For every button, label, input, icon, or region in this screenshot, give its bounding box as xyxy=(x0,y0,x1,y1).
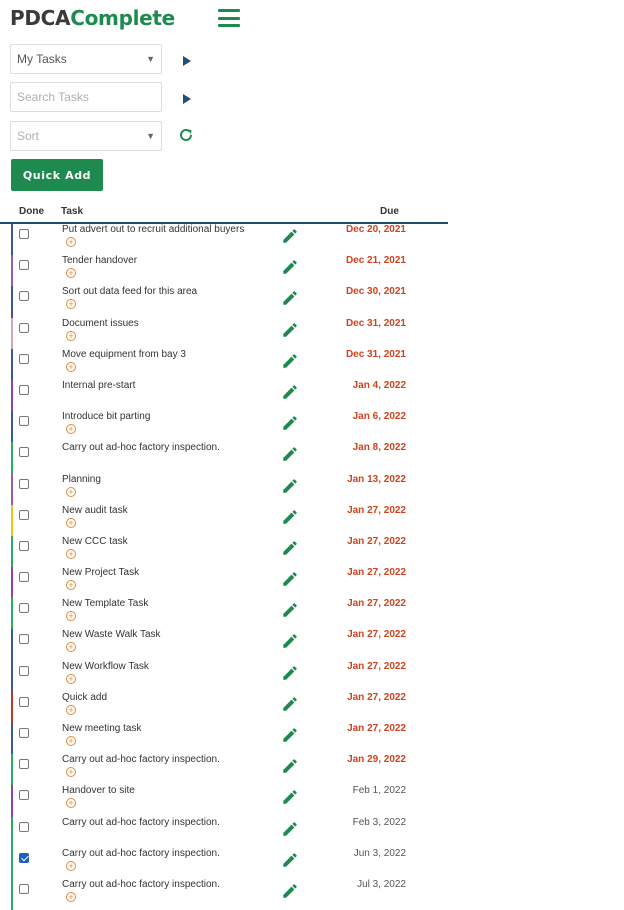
due-date: Jan 27, 2022 xyxy=(347,629,406,641)
done-checkbox[interactable] xyxy=(19,447,29,457)
table-row xyxy=(0,318,448,349)
row-color-bar xyxy=(11,567,13,598)
task-title[interactable]: Document issues xyxy=(62,317,139,329)
task-table-header xyxy=(0,204,448,224)
add-subtask-icon[interactable]: + xyxy=(66,580,76,590)
done-checkbox[interactable] xyxy=(19,510,29,520)
row-color-bar xyxy=(11,474,13,505)
due-date: Jun 3, 2022 xyxy=(353,847,406,859)
row-color-bar xyxy=(11,318,13,349)
add-subtask-icon[interactable]: + xyxy=(66,798,76,808)
done-checkbox[interactable] xyxy=(19,260,29,270)
table-row xyxy=(0,567,448,598)
edit-pencil-icon[interactable] xyxy=(281,726,299,744)
due-date: Jul 3, 2022 xyxy=(357,878,406,890)
due-date: Dec 21, 2021 xyxy=(345,255,406,267)
edit-pencil-icon[interactable] xyxy=(281,227,299,245)
column-header-due[interactable]: Due xyxy=(380,206,399,217)
row-color-bar xyxy=(11,879,13,910)
app-logo[interactable] xyxy=(10,6,175,30)
apply-list-arrow-icon[interactable] xyxy=(183,56,191,66)
table-row xyxy=(0,224,448,255)
add-subtask-icon[interactable]: + xyxy=(66,736,76,746)
task-title[interactable]: Carry out ad-hoc factory inspection. xyxy=(62,847,220,859)
done-checkbox[interactable] xyxy=(19,479,29,489)
row-color-bar xyxy=(11,754,13,785)
edit-pencil-icon[interactable] xyxy=(281,882,299,900)
edit-pencil-icon[interactable] xyxy=(281,445,299,463)
row-color-bar xyxy=(11,629,13,660)
row-color-bar xyxy=(11,442,13,473)
row-color-bar xyxy=(11,411,13,442)
done-checkbox[interactable] xyxy=(19,790,29,800)
due-date: Jan 27, 2022 xyxy=(347,504,406,516)
table-row xyxy=(0,817,448,848)
task-title[interactable]: Carry out ad-hoc factory inspection. xyxy=(62,442,220,454)
logo-text-complete: Complete xyxy=(70,6,175,30)
row-color-bar xyxy=(11,661,13,692)
add-subtask-icon[interactable]: + xyxy=(66,549,76,559)
chevron-down-icon: ▼ xyxy=(146,54,155,64)
add-subtask-icon[interactable]: + xyxy=(66,268,76,278)
edit-pencil-icon[interactable] xyxy=(281,258,299,276)
add-subtask-icon[interactable]: + xyxy=(66,674,76,684)
edit-pencil-icon[interactable] xyxy=(281,352,299,370)
due-date: Jan 29, 2022 xyxy=(347,754,406,766)
due-date: Jan 27, 2022 xyxy=(347,598,406,610)
task-list-select[interactable] xyxy=(10,44,162,74)
row-color-bar xyxy=(11,224,13,255)
edit-pencil-icon[interactable] xyxy=(281,570,299,588)
table-row xyxy=(0,661,448,692)
due-date: Jan 27, 2022 xyxy=(347,723,406,734)
done-checkbox[interactable] xyxy=(19,354,29,364)
task-list-select-value: My Tasks xyxy=(17,52,67,66)
edit-pencil-icon[interactable] xyxy=(281,632,299,650)
search-submit-arrow-icon[interactable] xyxy=(183,94,191,104)
task-title[interactable]: Sort out data feed for this area xyxy=(62,286,198,298)
search-input[interactable] xyxy=(10,82,162,112)
due-date: Dec 31, 2021 xyxy=(345,348,406,360)
done-checkbox[interactable] xyxy=(19,634,29,644)
task-title[interactable]: Planning xyxy=(62,473,101,485)
task-title[interactable]: Handover to site xyxy=(62,785,135,797)
due-date: Jan 27, 2022 xyxy=(347,567,406,579)
column-header-task: Task xyxy=(61,206,84,217)
done-checkbox[interactable] xyxy=(19,728,29,738)
done-checkbox[interactable] xyxy=(19,229,29,239)
add-subtask-icon[interactable]: + xyxy=(66,705,76,715)
task-title[interactable]: Quick add xyxy=(62,691,108,703)
add-subtask-icon[interactable]: + xyxy=(66,861,76,871)
task-title[interactable]: Carry out ad-hoc factory inspection. xyxy=(62,754,220,766)
table-row xyxy=(0,380,448,411)
task-title[interactable]: New Project Task xyxy=(62,567,140,579)
add-subtask-icon[interactable]: + xyxy=(66,487,76,497)
done-checkbox[interactable] xyxy=(19,884,29,894)
row-color-bar xyxy=(11,536,13,567)
add-subtask-icon[interactable]: + xyxy=(66,331,76,341)
table-row xyxy=(0,411,448,442)
row-color-bar xyxy=(11,505,13,536)
task-title[interactable]: Introduce bit parting xyxy=(62,411,151,423)
table-row xyxy=(0,879,448,910)
due-date: Jan 8, 2022 xyxy=(352,442,406,454)
add-subtask-icon[interactable]: + xyxy=(66,237,76,247)
row-color-bar xyxy=(11,286,13,317)
table-row xyxy=(0,754,448,785)
due-date: Jan 27, 2022 xyxy=(347,660,406,672)
due-date: Jan 27, 2022 xyxy=(347,535,406,547)
add-subtask-icon[interactable]: + xyxy=(66,892,76,902)
edit-pencil-icon[interactable] xyxy=(281,414,299,432)
task-title[interactable]: Tender handover xyxy=(62,255,138,267)
edit-pencil-icon[interactable] xyxy=(281,851,299,869)
sort-select[interactable] xyxy=(10,121,162,151)
done-checkbox[interactable] xyxy=(19,697,29,707)
task-title[interactable]: Move equipment from bay 3 xyxy=(62,348,186,360)
table-row xyxy=(0,723,448,754)
due-date: Jan 6, 2022 xyxy=(352,411,406,423)
done-checkbox[interactable] xyxy=(19,853,29,863)
table-row xyxy=(0,536,448,567)
row-color-bar xyxy=(11,380,13,411)
done-checkbox[interactable] xyxy=(19,323,29,333)
table-row xyxy=(0,785,448,816)
row-color-bar xyxy=(11,785,13,816)
add-subtask-icon[interactable]: + xyxy=(66,642,76,652)
column-header-done: Done xyxy=(19,206,44,217)
table-row xyxy=(0,505,448,536)
add-subtask-icon[interactable]: + xyxy=(66,362,76,372)
table-row xyxy=(0,474,448,505)
done-checkbox[interactable] xyxy=(19,666,29,676)
table-row xyxy=(0,255,448,286)
add-subtask-icon[interactable]: + xyxy=(66,767,76,777)
search-placeholder: Search Tasks xyxy=(17,90,89,104)
due-date: Dec 31, 2021 xyxy=(345,317,406,329)
edit-pencil-icon[interactable] xyxy=(281,820,299,838)
task-title[interactable]: New CCC task xyxy=(62,535,128,547)
row-color-bar xyxy=(11,598,13,629)
edit-pencil-icon[interactable] xyxy=(281,289,299,307)
task-title[interactable]: Carry out ad-hoc factory inspection. xyxy=(62,816,220,828)
table-row xyxy=(0,598,448,629)
sort-placeholder: Sort xyxy=(17,129,40,143)
due-date: Feb 3, 2022 xyxy=(352,816,406,828)
task-title[interactable]: New audit task xyxy=(62,504,128,516)
refresh-icon[interactable] xyxy=(178,127,194,143)
task-title[interactable]: New Template Task xyxy=(62,598,149,610)
due-date: Jan 13, 2022 xyxy=(347,473,406,485)
table-row xyxy=(0,349,448,380)
done-checkbox[interactable] xyxy=(19,416,29,426)
table-row xyxy=(0,442,448,473)
edit-pencil-icon[interactable] xyxy=(281,601,299,619)
done-checkbox[interactable] xyxy=(19,385,29,395)
add-subtask-icon[interactable]: + xyxy=(66,299,76,309)
hamburger-icon[interactable] xyxy=(218,9,240,27)
row-color-bar xyxy=(11,817,13,848)
due-date: Jan 27, 2022 xyxy=(347,691,406,703)
due-date: Dec 20, 2021 xyxy=(345,224,406,235)
table-row xyxy=(0,286,448,317)
due-date: Dec 30, 2021 xyxy=(345,286,406,298)
task-list xyxy=(0,224,448,910)
task-title[interactable]: Put advert out to recruit additional buyers xyxy=(62,224,245,235)
row-color-bar xyxy=(11,692,13,723)
task-title[interactable]: Internal pre-start xyxy=(62,379,136,391)
add-subtask-icon[interactable]: + xyxy=(66,424,76,434)
table-row xyxy=(0,692,448,723)
table-row xyxy=(0,848,448,879)
done-checkbox[interactable] xyxy=(19,822,29,832)
due-date: Feb 1, 2022 xyxy=(352,785,406,797)
edit-pencil-icon[interactable] xyxy=(281,757,299,775)
edit-pencil-icon[interactable] xyxy=(281,788,299,806)
row-color-bar xyxy=(11,255,13,286)
quick-add-button[interactable]: Quick Add xyxy=(11,159,103,191)
edit-pencil-icon[interactable] xyxy=(281,695,299,713)
add-subtask-icon[interactable]: + xyxy=(66,611,76,621)
done-checkbox[interactable] xyxy=(19,291,29,301)
due-date: Jan 4, 2022 xyxy=(352,379,406,391)
done-checkbox[interactable] xyxy=(19,759,29,769)
edit-pencil-icon[interactable] xyxy=(281,664,299,682)
task-title[interactable]: New Waste Walk Task xyxy=(62,629,161,641)
row-color-bar xyxy=(11,848,13,879)
edit-pencil-icon[interactable] xyxy=(281,477,299,495)
task-title[interactable]: New Workflow Task xyxy=(62,660,149,672)
edit-pencil-icon[interactable] xyxy=(281,508,299,526)
row-color-bar xyxy=(11,349,13,380)
done-checkbox[interactable] xyxy=(19,541,29,551)
edit-pencil-icon[interactable] xyxy=(281,321,299,339)
edit-pencil-icon[interactable] xyxy=(281,539,299,557)
chevron-down-icon: ▼ xyxy=(146,131,155,141)
row-color-bar xyxy=(11,723,13,754)
task-title[interactable]: New meeting task xyxy=(62,723,142,734)
done-checkbox[interactable] xyxy=(19,603,29,613)
table-row xyxy=(0,629,448,660)
done-checkbox[interactable] xyxy=(19,572,29,582)
add-subtask-icon[interactable]: + xyxy=(66,518,76,528)
logo-text-pdca: PDCA xyxy=(10,6,71,30)
edit-pencil-icon[interactable] xyxy=(281,383,299,401)
task-title[interactable]: Carry out ad-hoc factory inspection. xyxy=(62,878,220,890)
